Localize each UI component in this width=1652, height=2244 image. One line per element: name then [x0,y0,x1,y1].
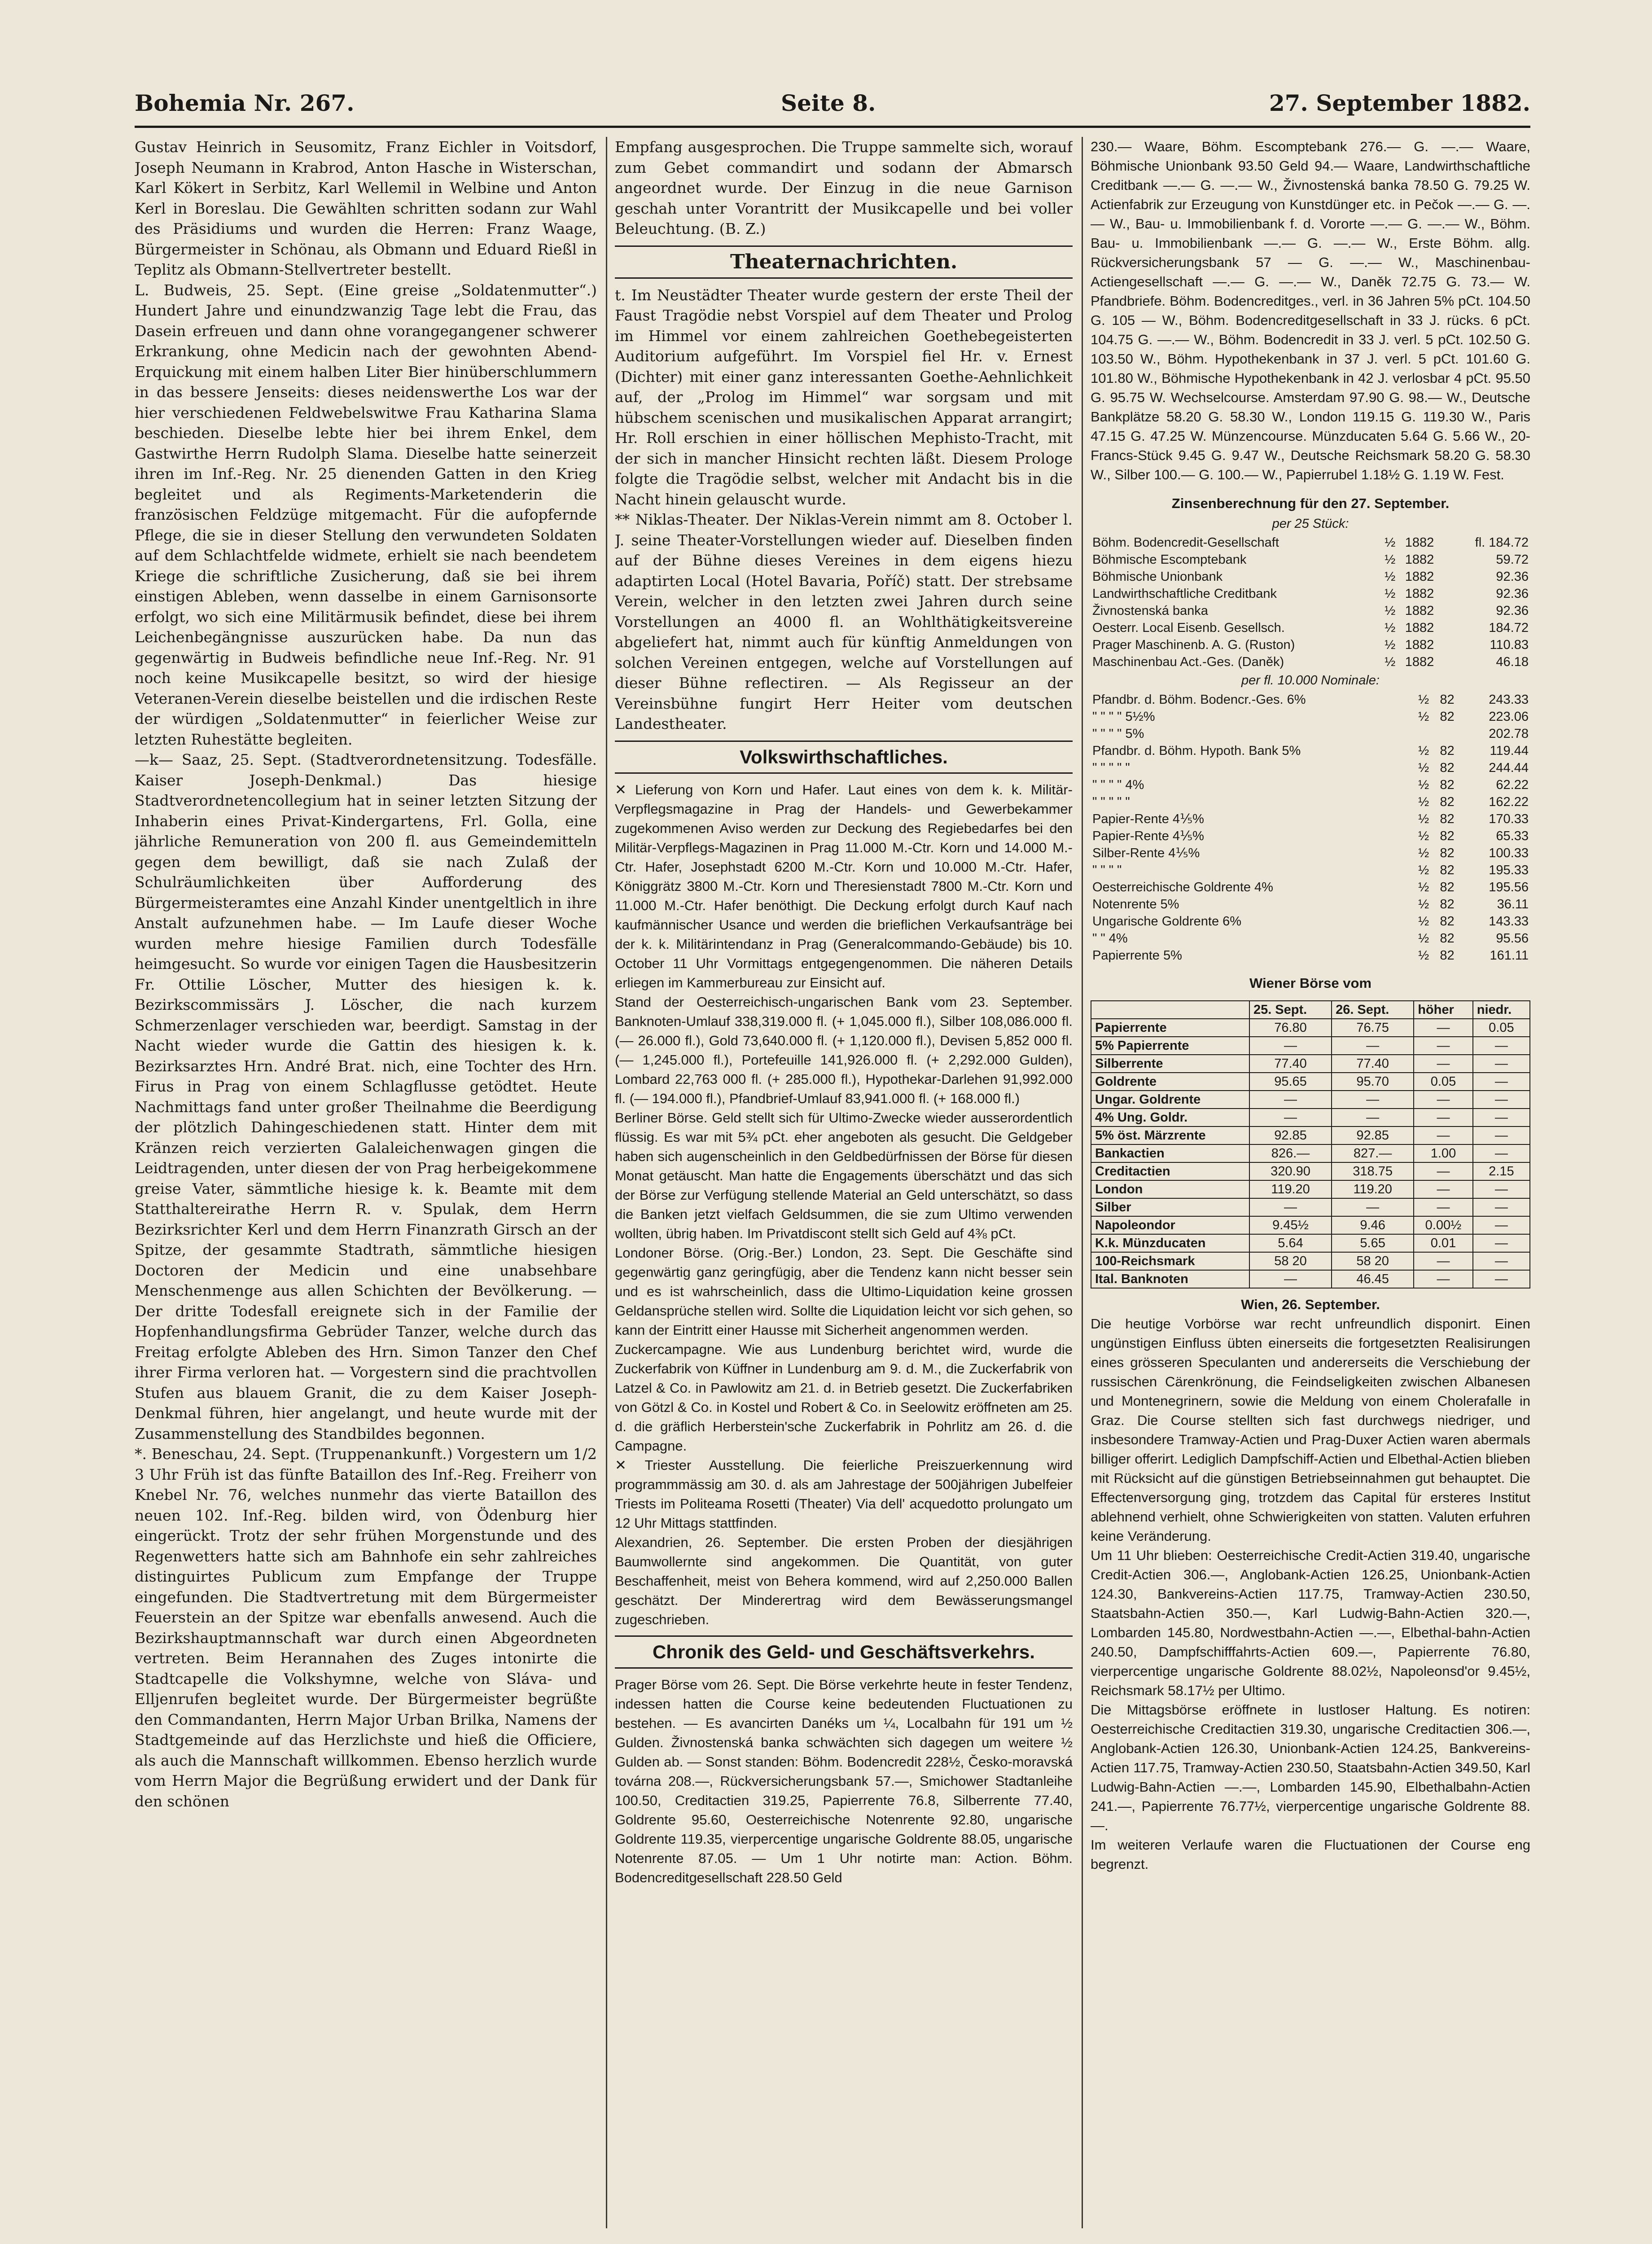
table-cell-year: 1882 [1405,535,1434,550]
table-cell-name: Oesterr. Local Eisenb. Gesellsch. [1092,621,1285,635]
table-cell-name: Maschinenbau Act.-Ges. (Daněk) [1092,655,1284,669]
table-row [1091,1198,1530,1216]
table-cell: 0.05 [1473,1019,1530,1037]
table-cell-name: " " " " 4% [1092,777,1144,792]
table-row [1091,1270,1530,1288]
table-cell: — [1473,1109,1530,1126]
article-paragraph: t. Im Neustädter Theater wurde gestern der erste Theil der Faust Tragödie nebst Vorspiel auf dem Theater und Prolog im Himmel vor einem zahlreichen Goethebegeisterten Auditorium aufgeführt. Im Vorspiel fiel Hr. v. Ernest (Dichter) mit einer ganz interessanten Goethe-Aehnlichkeit auf, der „Prolog im Himmel“ war sorgsam und mit hübschem scenischen und musikalischen Apparat arrangirt; Hr. Roll erschien in einer höllischen Mephisto-Tracht, mit der sich in mancher Hinsicht rechten läßt. Diesem Prologe folgte die Tragödie selbst, welcher mit Andacht bis in die Nacht hinein gelauscht wurde. [615,286,1073,508]
table-cell-value: 100.33 [1489,846,1529,860]
table-cell: 4% Ung. Goldr. [1091,1109,1249,1126]
table-cell-year: 1882 [1405,587,1434,601]
table-cell: 9.46 [1332,1216,1414,1234]
table-cell-year: 1882 [1405,570,1434,584]
table-cell: Creditactien [1091,1162,1249,1180]
table-cell-frac: ½ [1418,743,1429,758]
newspaper-page [135,81,1530,2235]
table-cell-frac [1416,725,1438,742]
table-cell-value: fl. 184.72 [1475,535,1529,550]
table-cell: 92.85 [1249,1126,1332,1144]
table-cell: — [1414,1055,1473,1073]
header-date: 27. September 1882. [1269,90,1530,116]
article-paragraph: Prager Börse vom 26. Sept. Die Börse verkehrte heute in fester Tendenz, indessen hatten die Course keine bedeutenden Fluctuationen zu bestehen. — Es avancirten Danéks um ¼, Localbahn für 191 um ½ Gulden. Živnostenská banka schwächten sich dagegen um weitere ½ Gulden ab. — Sonst standen: Böhm. Bodencredit 228½, Česko-moravská továrna 208.—, Rückversicherungsbank 57.—, Smichower Stadtanleihe 100.50, Creditactien 319.25, Papierrente 76.8, Silberrente 77.40, Goldrente 95.60, Oesterreichische Notenrente 92.80, ungarische Goldrente 119.35, vierpercentige ungarische Goldrente 88.05, ungarische Notenrente 87.05. — Um 1 Uhr notirte man: Action. Böhm. Bodencreditgesellschaft 228.50 Geld [615,1676,1073,1885]
table-row [1091,759,1530,776]
table-cell-frac: ½ [1418,828,1429,843]
table-header-cell: 25. Sept. [1249,1001,1332,1019]
table-row [1091,845,1530,862]
table-cell: 5% Papierrente [1091,1037,1249,1055]
table-cell: 1.00 [1414,1144,1473,1162]
table-cell-frac: ½ [1418,880,1429,894]
table-row [1091,602,1530,619]
table-cell: — [1414,1037,1473,1055]
table-cell: — [1473,1144,1530,1162]
table-cell: Silber [1091,1198,1249,1216]
table-cell-frac: ½ [1418,794,1429,809]
table-cell: — [1249,1270,1332,1288]
table-cell-name: Pfandbr. d. Böhm. Hypoth. Bank 5% [1092,743,1301,758]
table-cell-value: 65.33 [1496,828,1529,843]
vienna-exchange-title: Wiener Börse vom [1249,975,1372,991]
table-cell: 77.40 [1249,1055,1332,1073]
table-cell-name: Papier-Rente 4⅕% [1092,811,1204,826]
table-cell: — [1473,1198,1530,1216]
table-cell-value: 110.83 [1490,638,1529,652]
article-paragraph: Zuckercampagne. Wie aus Lundenburg berichtet wird, wurde die Zuckerfabrik von Küffner in Lundenburg am 9. d. M., die Zuckerfabrik von Latzel & Co. in Pawlowitz am 21. d. in Betrieb gesetzt. Die Zuckerfabriken von Götzl & Co. in Kostel und Robert & Co. in Seelowitz eröffneten am 25. d. die gräflich Herberstein'sche Zuckerfabrik in Pohrlitz am 26. d. die Campagne. [615,1341,1073,1454]
table-cell-value: 92.36 [1496,587,1529,601]
table-cell-year: 82 [1440,692,1455,707]
table-cell: 5.64 [1249,1234,1332,1252]
table-cell: — [1473,1055,1530,1073]
table-header-cell: niedr. [1473,1001,1530,1019]
table-cell-frac: ½ [1385,552,1396,567]
table-row [1091,776,1530,793]
table-cell-frac: ½ [1418,846,1429,860]
table-row [1091,725,1530,742]
article-paragraph: Die Mittagsbörse eröffnete in lustloser Haltung. Es notiren: Oesterreichische Creditactien 319.30, ungarische Creditactien 306.—, Anglobank-Actien 126.30, Unionbank-Actien 124.25, Bankvereins-Actien 117.75, Tramway-Actien 230.50, Staatsbahn-Actien 349.50, Karl Ludwig-Bahn-Actien —.—, Lombarden 145.90, Elbethalbahn-Actien 241.—, Papierrente 76.77½, vierpercentige ungarische Goldrente 88.—. [1091,1702,1530,1833]
table-cell: — [1414,1109,1473,1126]
table-cell-value: 143.33 [1489,914,1529,929]
table-cell-value: 162.22 [1489,794,1529,809]
table-cell-name: " " " " " [1092,760,1130,775]
table-row [1091,879,1530,896]
table-row [1091,1162,1530,1180]
table-cell-year: 82 [1440,743,1455,758]
table-row [1091,1216,1530,1234]
table-row [1091,1180,1530,1198]
interest-table [1091,534,1530,671]
table-row [1091,930,1530,947]
table-row [1091,691,1530,708]
table-cell: 0.01 [1414,1234,1473,1252]
table-cell: Ital. Banknoten [1091,1270,1249,1288]
column-3 [1091,137,1530,2228]
table-cell-value: 92.36 [1496,604,1529,618]
table-row [1091,862,1530,879]
table-cell-frac: ½ [1385,655,1396,669]
table-row [1091,534,1530,551]
table-cell: — [1249,1198,1332,1216]
table-row [1091,1126,1530,1144]
article-paragraph: 230.— Waare, Böhm. Escomptebank 276.— G. —.— Waare, Böhmische Unionbank 93.50 Geld 94.— Waare, Landwirthschaftliche Creditbank —.— G. —.— W., Živnostenská banka 78.50 G. 79.25 W. Actienfabrik zur Erzeugung von Kunstdünger etc. in Pečok —.— G. —.— W., Bau- u. Immobilienbank f. d. Vororte —.— G. —.— W., Böhm. Bau- u. Immobilienbank —.— G. —.— W., Erste Böhm. allg. Rückversicherungsbank 57 — G. —.— W., Maschinenbau-Actiengesellschaft —.— G. —.— W., Daněk 72.75 G. 73.— W. Pfandbriefe. Böhm. Bodencreditges., verl. in 36 Jahren 5% pCt. 104.50 G. 105 — W., Böhm. Bodencreditgesellschaft in 33 J. rücks. 6 pCt. 104.75 G. —.— W., Böhm. Bodencredit in 33 J. verl. 5 pCt. 102.50 G. 103.50 W., Böhm. Hypothekenbank in 37 J. verl. 5 pCt. 101.60 G. 101.80 W., Böhmische Hypothekenbank in 42 J. verlosbar 4 pCt. 95.50 G. 95.75 W. Wechselcourse. Amsterdam 97.90 G. 98.— W., Deutsche Bankplätze 58.20 G. 58.30 W., London 119.15 G. 119.30 W., Paris 47.15 G. 47.25 W. Münzencourse. Münzducaten 5.64 G. 5.66 W., 20-Francs-Stück 9.45 G. 9.47 W., Deutsche Reichsmark 58.20 G. 58.30 W., Silber 100.— G. 100.— W., Papierrubel 1.18½ G. 1.19 W. Fest. [1091,139,1530,482]
table-cell-name: " " " " 5% [1092,726,1144,741]
table-row [1091,811,1530,828]
table-cell-year: 1882 [1405,655,1434,669]
article-paragraph: ** Niklas-Theater. Der Niklas-Verein nimmt am 8. October l. J. seine Theater-Vorstellungen wieder auf. Dieselben finden auf der Bühne dieses Vereines in dem eigens hiezu adaptirten Local (Hotel Bavaria, Poříč) statt. Der strebsame Verein, welcher in den letzten zwei Jahren durch seine Vorstellungen an 4000 fl. an Wohlthätigkeitsvereine abgeliefert hat, nimmt auch für künftig Anmeldungen von solchen Vereinen entgegen, welche auf Vorstellungen auf dieser Bühne reflectiren. — Als Regisseur an der Vereinsbühne fungirt Herr Heiter vom deutschen Landestheater. [615,511,1073,732]
table-cell: 0.00½ [1414,1216,1473,1234]
table-row [1091,913,1530,930]
table-row [1091,828,1530,845]
article-paragraph: Gustav Heinrich in Seusomitz, Franz Eichler in Voitsdorf, Joseph Neumann in Krabrod, Anton Hasche in Wisterschan, Karl Kökert in Serbitz, Karl Wellemil in Welbine und Anton Kerl in Boreslau. Die Gewählten schritten sodann zur Wahl des Präsidiums und wurden die Herren: Franz Waage, Bürgermeister in Schönau, als Obmann und Eduard Rießl in Teplitz als Obmann-Stellvertreter bestellt. [135,138,597,278]
vienna-exchange-table [1091,1000,1530,1289]
table-cell-frac: ½ [1418,709,1429,724]
table-cell-year: 1882 [1405,552,1434,567]
table-cell-frac: ½ [1385,570,1396,584]
page-header [135,85,1530,126]
table-cell: 95.70 [1332,1073,1414,1091]
table-cell: — [1414,1019,1473,1037]
table-cell-name: " " 4% [1092,931,1128,946]
table-cell-year: 82 [1440,777,1455,792]
table-cell: 0.05 [1414,1073,1473,1091]
table-cell: 46.45 [1332,1270,1414,1288]
table-cell-name: Böhmische Escomptebank [1092,552,1247,567]
table-cell: 77.40 [1332,1055,1414,1073]
table-cell-value: 36.11 [1497,897,1529,912]
table-cell: — [1473,1091,1530,1109]
table-cell-year [1438,725,1465,742]
table-cell-frac: ½ [1418,777,1429,792]
table-cell: — [1414,1252,1473,1270]
table-cell-name: Notenrente 5% [1092,897,1179,912]
table-cell: 76.80 [1249,1019,1332,1037]
table-cell: Goldrente [1091,1073,1249,1091]
table-cell: — [1332,1091,1414,1109]
table-cell-frac: ½ [1418,914,1429,929]
table-cell-year: 82 [1440,811,1455,826]
table-cell-value: 46.18 [1496,655,1529,669]
table-cell-name: " " " " " [1092,794,1130,809]
article-paragraph: Stand der Oesterreichisch-ungarischen Bank vom 23. September. Banknoten-Umlauf 338,319.000 fl. (+ 1,045.000 fl.), Silber 108,086.000 fl. (— 26.000 fl.), Gold 73,640.000 fl. (+ 1,120.000 fl.), Devisen 5,852 000 fl. (— 1,245.000 fl.), Portefeuille 141,926.000 fl. (+ 2,292.000 Gulden), Lombard 22,763 000 fl. (+ 285.000 fl.), Hypothekar-Darlehen 91,992.000 fl. (— 194.000 fl.), Pfandbrief-Umlauf 83,941.000 fl. (+ 168.000 fl.) [615,994,1073,1106]
table-cell-value: 119.44 [1490,743,1529,758]
column-divider [1082,137,1083,2228]
article-paragraph: L. Budweis, 25. Sept. (Eine greise „Soldatenmutter“.) Hundert Jahre und einundzwanzig Tage lebt die Frau, das Dasein erfreuen und dann ohne vorangegangener schwerer Erkrankung, ohne Medicin nach der gewohnten Abend-Erquickung mit einem halben Liter Bier hinüberschlummern in das bessere Jenseits: dieses neidenswerthe Los war der hier verschiedenen Feldwebelswitwe Frau Katharina Slama beschieden. Dieselbe lebte hier bei ihrem Enkel, dem Gastwirthe Herrn Rudolph Slama. Dieselbe hatte seinerzeit ihren im Inf.-Reg. Nr. 25 dienenden Gatten in den Krieg begleitet und als Regiments-Marketenderin die französischen Feldzüge mitgemacht. Für die aufopfernde Pflege, die sie in dieser Stellung den verwundeten Soldaten auf dem Schlachtfelde widmete, erhielt sie nach beendetem Kriege die schriftliche Zusicherung, daß sie bei ihrem einstigen Ableben, wenn dasselbe in einem Garnisonsorte erfolgt, wo sich eine Militärmusik befindet, diese bei ihrem Leichenbegängnisse auszurücken habe. Da nun das gegenwärtig in Budweis befindliche neue Inf.-Reg. Nr. 91 noch keine Musikcapelle besitzt, so wird der hiesige Veteranen-Verein dieselbe beistellen und die irdischen Reste der würdigen „Soldatenmutter“ in feierlicher Weise zur letzten Ruhestätte begleiten. [135,281,597,748]
table-cell: 92.85 [1332,1126,1414,1144]
table-row [1091,793,1530,811]
table-cell: — [1249,1109,1332,1126]
table-cell: — [1414,1198,1473,1216]
table-cell-name: " " " " [1092,863,1122,877]
table-cell: — [1473,1252,1530,1270]
table-cell: — [1473,1180,1530,1198]
table-cell: 827.— [1332,1144,1414,1162]
table-cell-value: 92.36 [1496,570,1529,584]
table-cell: — [1473,1126,1530,1144]
article-paragraph: Empfang ausgesprochen. Die Truppe sammelte sich, worauf zum Gebet commandirt und sodann der Abmarsch angeordnet wurde. Der Einzug in die neue Garnison geschah unter Vorantritt der Musikcapelle und bei voller Beleuchtung. (B. Z.) [615,138,1073,237]
table-cell-name: Silber-Rente 4⅕% [1092,846,1200,860]
table-cell: — [1414,1126,1473,1144]
table-cell-year: 82 [1440,931,1455,946]
table-row [1091,1109,1530,1126]
table-cell: — [1414,1091,1473,1109]
table-cell: — [1332,1037,1414,1055]
table-cell-frac: ½ [1418,863,1429,877]
table-cell-year: 82 [1440,880,1455,894]
table-cell-frac: ½ [1418,811,1429,826]
vienna-report-title: Wien, 26. September. [1241,1297,1380,1312]
table-cell: — [1473,1234,1530,1252]
table-cell: 119.20 [1249,1180,1332,1198]
column-divider [606,137,607,2228]
table-cell-name: Landwirthschaftliche Creditbank [1092,587,1277,601]
interest-table-subtitle-2: per fl. 10.000 Nominale: [1241,673,1380,688]
article-paragraph: ✕ Lieferung von Korn und Hafer. Laut eines von dem k. k. Militär-Verpflegsmagazine in Prag der Handels- und Gewerbekammer zugekommenen Aviso werden zur Deckung des Regiebedarfes bei den Militär-Verpflegs-Magazinen in Prag 11.000 M.-Ctr. Korn und 14.000 M.-Ctr. Hafer, Josephstadt 6200 M.-Ctr. Korn und 10.000 M.-Ctr. Hafer, Königgrätz 3800 M.-Ctr. Korn und Theresienstadt 7800 M.-Ctr. Korn und 11.000 M.-Ctr. Hafer benöthigt. Die Deckung erfolgt durch Kauf nach kaufmännischer Usance und werden die brieflichen Verkaufsanträge bei der k. k. Militärintendanz in Prag (Generalcommando-Gebäude) bis 10. October 11 Uhr Vormittags entgegengenommen. Die näheren Details erliegen im Kammerbureau zur Einsicht auf. [615,781,1073,991]
table-cell-year: 1882 [1405,621,1434,635]
table-cell-value: 223.06 [1489,709,1529,724]
table-row [1091,1234,1530,1252]
table-cell: — [1414,1270,1473,1288]
table-row [1091,947,1530,964]
table-cell-frac: ½ [1385,638,1396,652]
table-cell: — [1414,1162,1473,1180]
table-row [1091,1091,1530,1109]
table-cell-name: Pfandbr. d. Böhm. Bodencr.-Ges. 6% [1092,692,1306,707]
table-cell-value: 202.78 [1489,726,1529,741]
table-cell-value: 195.56 [1489,880,1529,894]
column-2 [615,137,1073,2228]
table-cell-value: 62.22 [1496,777,1529,792]
table-cell: Papierrente [1091,1019,1249,1037]
article-paragraph: Londoner Börse. (Orig.-Ber.) London, 23. Sept. Die Geschäfte sind gegenwärtig ganz geringfügig, aber die Tendenz kann nicht besser sein und es ist wahrscheinlich, dass die Ultimo-Liquidation keine grossen Geldansprüche stellen wird. Sollte die Liquidation leicht vor sich gehen, so kann der Eintritt einer Hausse mit Sicherheit angenommen werden. [615,1245,1073,1338]
table-cell-year: 82 [1440,948,1455,963]
table-cell: 2.15 [1473,1162,1530,1180]
table-row [1091,742,1530,759]
article-paragraph: —k— Saaz, 25. Sept. (Stadtverordnetensitzung. Todesfälle. Kaiser Joseph-Denkmal.) Das hiesige Stadtverordnetencollegium hat in seiner letzten Sitzung der Inhaberin eines Privat-Kindergartens, Frl. Golla, eine jährliche Remuneration von 200 fl. aus Gemeindemitteln gegen dem bewilligt, daß sie nach Zulaß der Schulräumlichkeiten über Aufforderung des Bürgermeisteramtes eine Anzahl Kinder unentgeltlich in ihre Anstalt aufzunehmen habe. — Im Laufe dieser Woche wurden mehre hiesige Familien durch Todesfälle heimgesucht. So wurde vor einigen Tagen die Hausbesitzerin Fr. Ottilie Löscher, Mutter des hiesigen k. k. Bezirkscommissärs J. Löscher, die nach kurzem Schmerzenlager verschieden war, beerdigt. Samstag in der Nacht wieder wurde die Gattin des hiesigen k. k. Bezirksarztes Hrn. André Brat. nich, eine Tochter des Hrn. Firus in Prag von einem Schlagflusse getödtet. Heute Nachmittags fand unter großer Theilnahme die Beerdigung der plötzlich Dahingeschiedenen statt. Hinter dem mit Kränzen reich verzierten Galaleichenwagen gingen die Leidtragenden, unter diesen der von Prag herbeigekommene greise Vater, sämmtliche hiesige k. k. Beamte mit dem Statthaltereirathe Herrn R. v. Spulak, dem Herrn Bezirksrichter Kerl und dem Herrn Finanzrath Girsch an der Spitze, der gesammte Stadtrath, sämmtliche hiesigen Doctoren der Medicin und eine unabsehbare Menschenmenge aus allen Schichten der Bevölkerung. — Der dritte Todesfall ereignete sich in der Familie der Hopfenhandlungsfirma Gebrüder Tanzer, welche durch das Freitag erfolgte Ableben des Hrn. Simon Tanzer den Chef ihrer Firma verloren hat. — Vorgestern sind die prachtvollen Stufen aus blauem Granit, die zu dem Kaiser Joseph-Denkmal führen, hier angelangt, und heute wurde mit der Zusammenstellung des Standbildes begonnen. [135,751,597,1442]
table-row [1091,1037,1530,1055]
table-cell-year: 82 [1440,863,1455,877]
table-cell-name: Böhmische Unionbank [1092,570,1223,584]
table-cell-year: 82 [1440,828,1455,843]
table-cell-value: 161.11 [1490,948,1529,963]
table-cell: — [1414,1180,1473,1198]
table-cell-frac: ½ [1385,587,1396,601]
table-cell-name: Böhm. Bodencredit-Gesellschaft [1092,535,1279,550]
table-cell-year: 82 [1440,897,1455,912]
table-cell: 58 20 [1249,1252,1332,1270]
table-cell: — [1473,1216,1530,1234]
table-cell: — [1332,1109,1414,1126]
table-cell-frac: ½ [1385,535,1396,550]
table-cell: 58 20 [1332,1252,1414,1270]
table-cell: — [1332,1198,1414,1216]
table-cell-frac: ½ [1418,931,1429,946]
table-cell: 320.90 [1249,1162,1332,1180]
table-cell-frac: ½ [1418,692,1429,707]
table-cell: 5% öst. Märzrente [1091,1126,1249,1144]
table-cell-value: 243.33 [1489,692,1529,707]
table-header-cell: höher [1414,1001,1473,1019]
column-1 [135,137,597,2228]
table-cell: K.k. Münzducaten [1091,1234,1249,1252]
table-cell: Bankactien [1091,1144,1249,1162]
table-row [1091,585,1530,602]
interest-table-subtitle: per 25 Stück: [1272,516,1349,531]
table-cell-year: 82 [1440,794,1455,809]
table-cell-name: Papierrente 5% [1092,948,1182,963]
table-cell: Silberrente [1091,1055,1249,1073]
table-cell-value: 184.72 [1489,621,1529,635]
table-cell: London [1091,1180,1249,1198]
header-rule [135,126,1530,128]
table-cell-name: Ungarische Goldrente 6% [1092,914,1242,929]
article-paragraph: ✕ Triester Ausstellung. Die feierliche Preiszuerkennung wird programmmässig am 30. d. als am Jahrestage der 500jährigen Jubelfeier Triests im Politeama Rosetti (Theater) Via dell' acquedotto prolungato um 12 Uhr Mittags stattfinden. [615,1457,1073,1531]
table-cell: 95.65 [1249,1073,1332,1091]
table-row [1091,896,1530,913]
table-cell-frac: ½ [1385,604,1396,618]
table-row [1091,1073,1530,1091]
table-row [1091,1055,1530,1073]
header-page-number: Seite 8. [781,90,876,116]
section-title-theater: Theaternachrichten. [615,245,1073,279]
table-cell: 5.65 [1332,1234,1414,1252]
table-header-cell: 26. Sept. [1332,1001,1414,1019]
table-row [1091,619,1530,636]
table-cell-name: Živnostenská banka [1092,604,1208,618]
table-row [1091,708,1530,725]
table-cell-value: 59.72 [1496,552,1529,567]
table-row [1091,1144,1530,1162]
table-cell-name: Prager Maschinenb. A. G. (Ruston) [1092,638,1295,652]
table-cell-frac: ½ [1418,897,1429,912]
article-paragraph: Die heutige Vorbörse war recht unfreundlich disponirt. Einen ungünstigen Einfluss übten einerseits die fortgesetzten Realisirungen eines grösseren Speculanten und andererseits die Verschiebung der russischen Cärenkrönung, die Feindseligkeiten zwischen Albanesen und Montenegrinern, sowie die Meldung von einem Cholerafalle in Graz. Die Course stellten sich fast durchwegs niedriger, und insbesondere Tramway-Actien und Prag-Duxer Actien waren abermals billiger offerirt. Lediglich Dampfschiff-Actien und Elbethal-Actien blieben mit Rücksicht auf die günstigen Betriebseinnahmen gut behauptet. Die Effectenversorgung ging, trotzdem das Capital für ersteres Institut ablehnend verhielt, ohne Schwierigkeiten von statten. Valuten erfuhren keine Veränderung. [1091,1316,1530,1544]
article-paragraph: *. Beneschau, 24. Sept. (Truppenankunft.) Vorgestern um 1/2 3 Uhr Früh ist das fünfte Bataillon des Inf.-Reg. Freiherr von Knebel Nr. 76, welches nunmehr das vierte Bataillon des neuen 102. Inf.-Reg. bilden wird, von Ödenburg hier eingerückt. Trotz der sehr frühen Morgenstunde und des Regenwetters hatte sich am Bahnhofe ein sehr zahlreiches distinguirtes Publicum zum Empfange der Truppe eingefunden. Die Stadtvertretung mit dem Bürgermeister Feuerstein an der Spitze war ebenfalls anwesend. Auch die Bezirkshauptmannschaft war durch einen Abgeordneten vertreten. Beim Herannahen des Zuges intonirte die Stadtcapelle die Volkshymne, welche von Sláva- und Elljenrufen begleitet wurde. Der Bürgermeister begrüßte den Commandanten, Herrn Major Urban Brilka, Namens der Stadtgemeinde auf das Herzlichste und hieß die Officiere, als auch die Mannschaft willkommen. Ebenso herzlich wurde vom Herrn Major die Begrüßung erwidert und der Dank für den schönen [135,1445,597,1810]
table-cell: 318.75 [1332,1162,1414,1180]
table-cell: 9.45½ [1249,1216,1332,1234]
table-cell-year: 82 [1440,760,1455,775]
table-cell-year: 82 [1440,709,1455,724]
table-cell-year: 82 [1440,914,1455,929]
table-row [1091,636,1530,653]
table-cell: — [1473,1037,1530,1055]
table-cell-frac: ½ [1418,948,1429,963]
table-cell: — [1473,1270,1530,1288]
table-cell-value: 95.56 [1496,931,1529,946]
table-row [1091,653,1530,671]
table-cell-name: " " " " 5½% [1092,709,1155,724]
table-cell: — [1249,1037,1332,1055]
header-masthead: Bohemia Nr. 267. [135,90,355,116]
article-paragraph: Berliner Börse. Geld stellt sich für Ultimo-Zwecke wieder ausserordentlich flüssig. Es war mit 5¾ pCt. eher angeboten als gesucht. Die Geldgeber haben sich augenscheinlich in den Geldbedürfnissen der Börse für diesen Monat getäuscht. Man hatte die Engagements überschätzt und das sich der Börse zur Verfügung stellende Material an Geld unterschätzt, so dass die Banken jetzt vielfach Geldsummen, die sie zum Ultimo verwenden wollten, übrig haben. Im Privatdiscont stellt sich Geld auf 4⅜ pCt. [615,1109,1073,1241]
table-cell-name: Oesterreichische Goldrente 4% [1092,880,1273,894]
interest-table-2 [1091,691,1530,964]
table-cell-frac: ½ [1385,621,1396,635]
table-cell: 119.20 [1332,1180,1414,1198]
table-row [1091,551,1530,568]
table-cell: Napoleondor [1091,1216,1249,1234]
table-cell-year: 82 [1440,846,1455,860]
section-title-chronicle: Chronik des Geld- und Geschäftsverkehrs. [615,1635,1073,1669]
table-cell: — [1249,1091,1332,1109]
table-cell: 100-Reichsmark [1091,1252,1249,1270]
table-cell-value: 244.44 [1489,760,1529,775]
table-cell: — [1473,1073,1530,1091]
table-cell-value: 170.33 [1489,811,1529,826]
table-cell: 76.75 [1332,1019,1414,1037]
article-paragraph: Um 11 Uhr blieben: Oesterreichische Credit-Actien 319.40, ungarische Credit-Actien 306.—, Anglobank-Actien 126.25, Unionbank-Actien 124.30, Bankvereins-Actien 117.75, Tramway-Actien 230.50, Staatsbahn-Actien 350.—, Karl Ludwig-Bahn-Actien 320.—, Lombarden 145.80, Nordwestbahn-Actien —.—, Elbethal-bahn-Actien 240.50, Dampfschifffahrts-Actien 609.—, Papierrente 76.80, vierpercentige ungarische Goldrente 88.02½, Napoleonsd'or 9.45½, Reichsmark 58.17½ per Ultimo. [1091,1547,1530,1698]
interest-table-title: Zinsenberechnung für den 27. September. [1171,495,1450,511]
section-title-economy: Volkswirthschaftliches. [615,741,1073,774]
article-paragraph: Alexandrien, 26. September. Die ersten Proben der diesjährigen Baumwollernte sind angekommen. Die Quantität, von guter Beschaffenheit, meist von Behera kommend, wird auf 2,250.000 Ballen geschätzt. Der Minderertrag wird dem Bewässerungsmangel zugeschrieben. [615,1534,1073,1627]
table-cell-frac: ½ [1418,760,1429,775]
table-cell: 826.— [1249,1144,1332,1162]
table-row [1091,568,1530,585]
table-cell-year: 1882 [1405,638,1434,652]
table-cell-name: Papier-Rente 4⅕% [1092,828,1204,843]
table-cell-value: 195.33 [1489,863,1529,877]
article-paragraph: Im weiteren Verlaufe waren die Fluctuationen der Course eng begrenzt. [1091,1837,1530,1872]
table-cell: Ungar. Goldrente [1091,1091,1249,1109]
table-header-cell [1091,1001,1249,1019]
table-row [1091,1019,1530,1037]
table-row [1091,1252,1530,1270]
table-cell-year: 1882 [1405,604,1434,618]
